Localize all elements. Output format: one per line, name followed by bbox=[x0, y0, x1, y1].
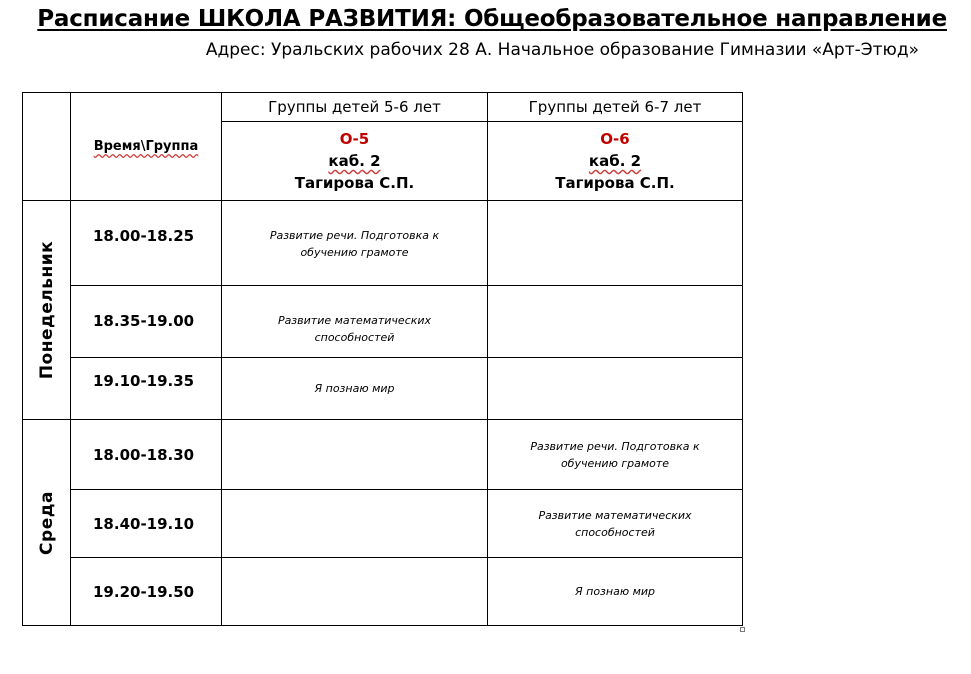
time-group-label: Время\Группа bbox=[93, 139, 199, 154]
room-label: каб. 2 bbox=[588, 152, 642, 170]
table-row bbox=[23, 490, 743, 558]
lesson-text: Развитие математических способностей bbox=[277, 314, 432, 344]
lesson-text: Развитие речи. Подготовка к обучению грамоте bbox=[269, 229, 440, 259]
corner-empty-cell bbox=[23, 93, 71, 201]
lesson-text: Развитие речи. Подготовка к обучению грамоте bbox=[530, 439, 700, 470]
schedule-table bbox=[22, 92, 743, 626]
day-label: Понедельник bbox=[36, 240, 57, 380]
lesson-cell bbox=[488, 558, 743, 626]
table-row bbox=[23, 286, 743, 358]
group-age-label: Группы детей 6-7 лет bbox=[488, 93, 743, 122]
table-row bbox=[23, 558, 743, 626]
group-code: О-6 bbox=[600, 130, 630, 148]
group-code: О-5 bbox=[339, 130, 370, 148]
table-row bbox=[23, 201, 743, 286]
lesson-cell bbox=[488, 358, 743, 420]
group-info-cell bbox=[488, 122, 743, 201]
lesson-cell bbox=[222, 558, 488, 626]
page-title: Расписание ШКОЛА РАЗВИТИЯ: Общеобразовательное направление bbox=[37, 6, 947, 32]
day-label: Среда bbox=[36, 490, 57, 555]
group-info-cell bbox=[222, 122, 488, 201]
table-row bbox=[23, 358, 743, 420]
lesson-text: Я познаю мир bbox=[574, 585, 656, 598]
lesson-cell bbox=[222, 490, 488, 558]
day-cell-wednesday bbox=[23, 420, 71, 626]
page-subtitle: Адрес: Уральских рабочих 28 А. Начальное образование Гимназии «Арт-Этюд» bbox=[205, 40, 919, 60]
lesson-text: Развитие математических способностей bbox=[538, 508, 692, 539]
time-cell: 19.20-19.50 bbox=[71, 558, 222, 626]
lesson-cell bbox=[222, 201, 488, 286]
time-cell: 18.40-19.10 bbox=[71, 490, 222, 558]
teacher-name: Тагирова С.П. bbox=[294, 174, 415, 192]
lesson-cell bbox=[488, 420, 743, 490]
lesson-cell bbox=[222, 286, 488, 358]
lesson-text: Я познаю мир bbox=[314, 382, 395, 395]
header-row-groups bbox=[23, 93, 743, 122]
time-cell: 18.00-18.30 bbox=[71, 420, 222, 490]
room-label: каб. 2 bbox=[328, 152, 381, 170]
lesson-cell bbox=[488, 201, 743, 286]
time-cell: 19.10-19.35 bbox=[71, 358, 222, 420]
group-age-label: Группы детей 5-6 лет bbox=[222, 93, 488, 122]
lesson-cell bbox=[488, 490, 743, 558]
lesson-cell bbox=[222, 358, 488, 420]
lesson-cell bbox=[488, 286, 743, 358]
day-cell-monday bbox=[23, 201, 71, 420]
corner-header-cell bbox=[71, 93, 222, 201]
teacher-name: Тагирова С.П. bbox=[555, 174, 675, 192]
table-row bbox=[23, 420, 743, 490]
time-cell: 18.35-19.00 bbox=[71, 286, 222, 358]
lesson-cell bbox=[222, 420, 488, 490]
time-cell: 18.00-18.25 bbox=[71, 201, 222, 286]
table-resize-handle[interactable] bbox=[740, 627, 745, 632]
